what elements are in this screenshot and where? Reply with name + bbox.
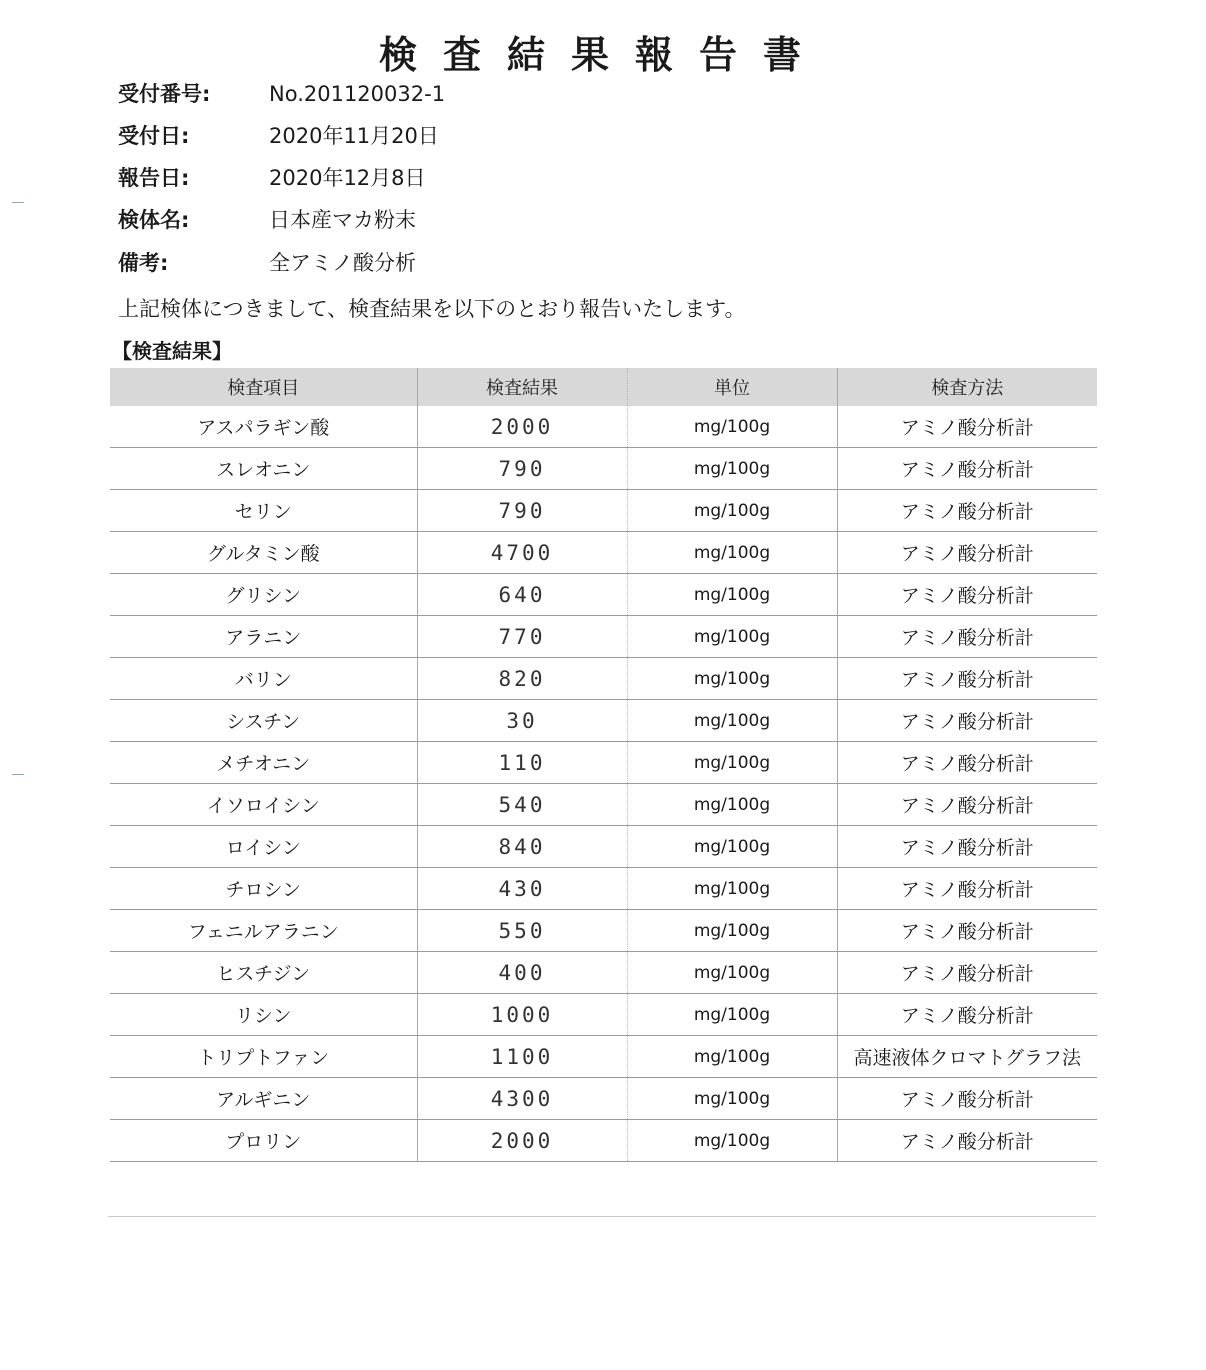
cell-test-result: 400 xyxy=(417,952,627,994)
results-body xyxy=(110,406,1097,1162)
table-row xyxy=(110,1036,1097,1078)
section-heading: 【検査結果】 xyxy=(112,339,232,363)
cell-unit: mg/100g xyxy=(627,490,837,532)
table-row xyxy=(110,784,1097,826)
cell-unit: mg/100g xyxy=(627,574,837,616)
cell-test-item: イソロイシン xyxy=(110,784,417,826)
table-row xyxy=(110,910,1097,952)
cell-test-item: バリン xyxy=(110,658,417,700)
table-row xyxy=(110,826,1097,868)
cell-unit: mg/100g xyxy=(627,742,837,784)
cell-test-result: 2000 xyxy=(417,406,627,448)
cell-test-item: スレオニン xyxy=(110,448,417,490)
cell-test-result: 430 xyxy=(417,868,627,910)
scan-margin-mark xyxy=(12,202,24,203)
cell-test-result: 840 xyxy=(417,826,627,868)
cell-test-method: 高速液体クロマトグラフ法 xyxy=(837,1036,1097,1078)
cell-test-result: 640 xyxy=(417,574,627,616)
cell-test-item: フェニルアラニン xyxy=(110,910,417,952)
header-test-method: 検査方法 xyxy=(837,368,1097,406)
table-row xyxy=(110,994,1097,1036)
cell-unit: mg/100g xyxy=(627,448,837,490)
meta-value: 日本産マカ粉末 xyxy=(269,208,416,232)
cell-test-method: アミノ酸分析計 xyxy=(837,700,1097,742)
meta-value: No.201120032-1 xyxy=(269,82,446,106)
cell-test-method: アミノ酸分析計 xyxy=(837,406,1097,448)
cell-test-method: アミノ酸分析計 xyxy=(837,868,1097,910)
cell-unit: mg/100g xyxy=(627,1120,837,1162)
cell-test-method: アミノ酸分析計 xyxy=(837,910,1097,952)
table-row xyxy=(110,448,1097,490)
cell-unit: mg/100g xyxy=(627,910,837,952)
cell-test-method: アミノ酸分析計 xyxy=(837,1120,1097,1162)
cell-test-item: シスチン xyxy=(110,700,417,742)
cell-test-result: 110 xyxy=(417,742,627,784)
results-table xyxy=(110,368,1097,1162)
cell-unit: mg/100g xyxy=(627,994,837,1036)
cell-test-item: チロシン xyxy=(110,868,417,910)
table-row xyxy=(110,532,1097,574)
cell-test-method: アミノ酸分析計 xyxy=(837,448,1097,490)
meta-value: 2020年11月20日 xyxy=(269,124,439,148)
cell-test-item: ロイシン xyxy=(110,826,417,868)
header-unit: 単位 xyxy=(627,368,837,406)
footer-divider xyxy=(108,1216,1096,1217)
cell-unit: mg/100g xyxy=(627,952,837,994)
table-row xyxy=(110,868,1097,910)
cell-test-result: 550 xyxy=(417,910,627,952)
meta-label: 受付番号: xyxy=(118,82,211,106)
cell-test-result: 30 xyxy=(417,700,627,742)
cell-test-result: 1000 xyxy=(417,994,627,1036)
cell-test-result: 540 xyxy=(417,784,627,826)
cell-test-method: アミノ酸分析計 xyxy=(837,994,1097,1036)
cell-test-item: リシン xyxy=(110,994,417,1036)
table-row xyxy=(110,406,1097,448)
cell-test-method: アミノ酸分析計 xyxy=(837,742,1097,784)
cell-unit: mg/100g xyxy=(627,784,837,826)
cell-test-item: アルギニン xyxy=(110,1078,417,1120)
meta-label: 報告日: xyxy=(118,166,190,190)
cell-unit: mg/100g xyxy=(627,1036,837,1078)
cell-test-item: ヒスチジン xyxy=(110,952,417,994)
cell-test-method: アミノ酸分析計 xyxy=(837,616,1097,658)
cell-test-item: グリシン xyxy=(110,574,417,616)
table-row xyxy=(110,616,1097,658)
cell-test-item: プロリン xyxy=(110,1120,417,1162)
meta-value: 2020年12月8日 xyxy=(269,166,426,190)
cell-unit: mg/100g xyxy=(627,658,837,700)
cell-test-result: 770 xyxy=(417,616,627,658)
cell-unit: mg/100g xyxy=(627,826,837,868)
cell-test-item: アラニン xyxy=(110,616,417,658)
header-test-item: 検査項目 xyxy=(110,368,417,406)
cell-test-item: グルタミン酸 xyxy=(110,532,417,574)
cell-unit: mg/100g xyxy=(627,616,837,658)
intro-text: 上記検体につきまして、検査結果を以下のとおり報告いたします。 xyxy=(118,297,746,321)
table-row xyxy=(110,952,1097,994)
cell-test-method: アミノ酸分析計 xyxy=(837,574,1097,616)
cell-test-item: トリプトファン xyxy=(110,1036,417,1078)
cell-unit: mg/100g xyxy=(627,1078,837,1120)
cell-test-method: アミノ酸分析計 xyxy=(837,784,1097,826)
table-row xyxy=(110,658,1097,700)
cell-unit: mg/100g xyxy=(627,700,837,742)
cell-unit: mg/100g xyxy=(627,406,837,448)
cell-test-item: セリン xyxy=(110,490,417,532)
cell-test-method: アミノ酸分析計 xyxy=(837,952,1097,994)
cell-test-result: 4300 xyxy=(417,1078,627,1120)
scan-margin-mark xyxy=(12,774,24,775)
report-title: 検査結果報告書 xyxy=(378,33,827,77)
cell-test-result: 790 xyxy=(417,448,627,490)
cell-test-result: 2000 xyxy=(417,1120,627,1162)
table-row xyxy=(110,1078,1097,1120)
cell-test-method: アミノ酸分析計 xyxy=(837,532,1097,574)
meta-value: 全アミノ酸分析 xyxy=(269,251,416,275)
table-row xyxy=(110,490,1097,532)
cell-test-method: アミノ酸分析計 xyxy=(837,490,1097,532)
cell-unit: mg/100g xyxy=(627,868,837,910)
table-header-row xyxy=(110,368,1097,406)
cell-test-result: 1100 xyxy=(417,1036,627,1078)
cell-test-method: アミノ酸分析計 xyxy=(837,1078,1097,1120)
meta-label: 備考: xyxy=(118,251,169,275)
cell-test-item: アスパラギン酸 xyxy=(110,406,417,448)
cell-test-result: 790 xyxy=(417,490,627,532)
cell-test-result: 820 xyxy=(417,658,627,700)
cell-test-method: アミノ酸分析計 xyxy=(837,658,1097,700)
cell-test-method: アミノ酸分析計 xyxy=(837,826,1097,868)
cell-unit: mg/100g xyxy=(627,532,837,574)
header-test-result: 検査結果 xyxy=(417,368,627,406)
meta-label: 検体名: xyxy=(118,208,190,232)
meta-label: 受付日: xyxy=(118,124,190,148)
table-row xyxy=(110,700,1097,742)
cell-test-item: メチオニン xyxy=(110,742,417,784)
cell-test-result: 4700 xyxy=(417,532,627,574)
table-row xyxy=(110,574,1097,616)
table-row xyxy=(110,742,1097,784)
table-row xyxy=(110,1120,1097,1162)
